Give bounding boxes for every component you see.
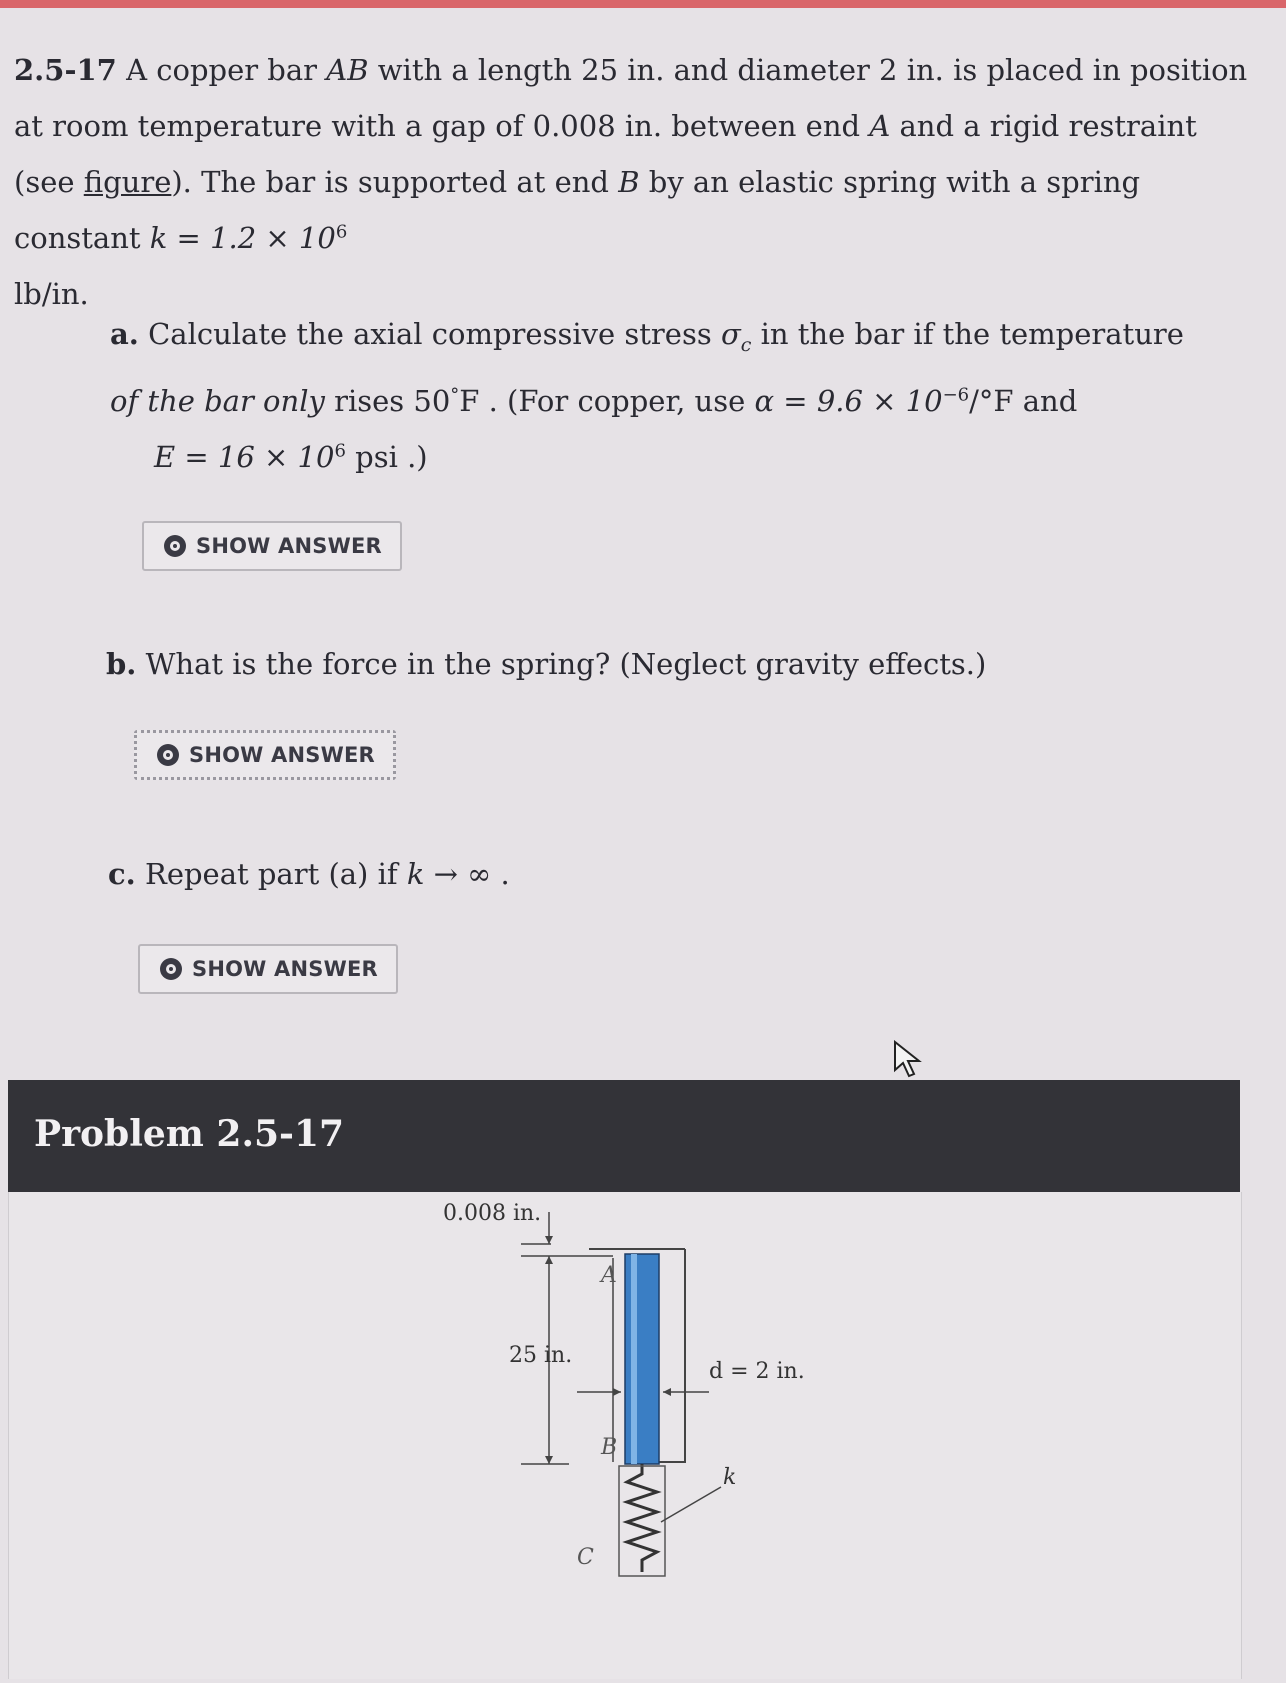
figure-panel [8,1192,1242,1679]
diameter-arrow-right-head [663,1388,671,1396]
spring-constant: k = 1.2 × 10 [149,221,336,255]
diameter-label: d = 2 in. [709,1359,805,1384]
part-a: a. Calculate the axial compressive stress $\sigma_c$ in the bar if the temperature of the bar only rises 50°F . (For copper, use $\alpha = 9.6 \times 10^{-6}/^\circ F$ and $E = 16 \times 10^6$ psi .) [110,317,1184,474]
part-c: c. Repeat part (a) if k → ∞ . [108,857,510,891]
bar-spring-diagram [9,1192,1241,1679]
spring-unit: lb/in. [14,277,89,311]
bar-highlight [631,1254,637,1464]
show-answer-b-button[interactable]: SHOW ANSWER [134,730,396,780]
mouse-cursor-icon [893,1040,927,1080]
length-arrow-top [545,1256,553,1264]
figure-header [8,1080,1240,1192]
length-arrow-bottom [545,1456,553,1464]
show-answer-c-button[interactable]: SHOW ANSWER [138,944,398,994]
point-b-label: B [601,1435,618,1460]
gap-arrow-head [545,1236,553,1244]
spring-k-label: k [723,1465,737,1490]
point-c-label: C [577,1545,594,1570]
spring [627,1464,657,1572]
diameter-arrow-left-head [613,1388,621,1396]
spring-leader [661,1487,721,1522]
figure-title: Problem 2.5-17 [34,1113,345,1155]
eye-icon [157,744,179,766]
length-label: 25 in. [509,1343,573,1368]
eye-icon [164,535,186,557]
figure-link[interactable]: figure [83,165,172,199]
point-a-label: A [601,1263,617,1288]
eye-icon [160,958,182,980]
problem-number: 2.5-17 [14,53,117,87]
problem-statement: 2.5-17 A copper bar AB with a length 25 in. and diameter 2 in. is placed in position at room temperature with a gap of 0.008 in. between end A and a rigid restraint (see figure). The bar is supported at end B by an elastic spring with a spring constant $k = 1.2 \times 10^6$ lb/in. [14,53,1248,311]
show-answer-a-button[interactable]: SHOW ANSWER [142,521,402,571]
copper-bar [625,1254,659,1464]
gap-label: 0.008 in. [443,1201,542,1226]
part-b: b. What is the force in the spring? (Neglect gravity effects.) [106,647,987,681]
